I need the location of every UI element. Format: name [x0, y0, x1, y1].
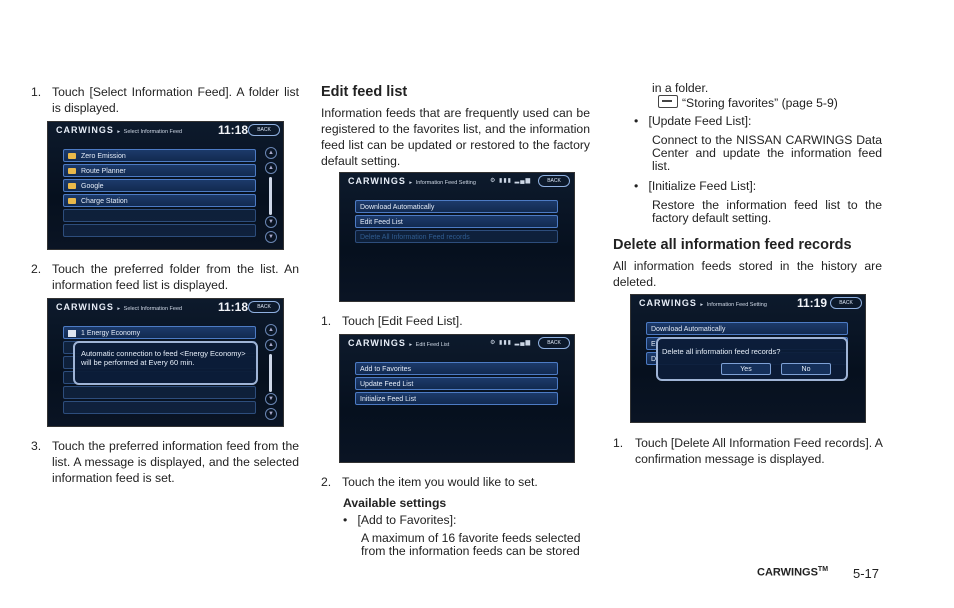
empty-row [63, 209, 256, 222]
footer-brand: CARWINGS™ [757, 566, 829, 579]
yes-button[interactable]: Yes [721, 363, 771, 375]
folder-icon [68, 183, 76, 189]
c2-step1 [321, 313, 590, 329]
carwings-logo: CARWINGS ▸ Edit Feed List [348, 338, 450, 348]
carwings-logo: CARWINGS ▸ Information Feed Setting [348, 176, 476, 186]
back-button[interactable]: BACK [538, 337, 570, 349]
scroll-up-button[interactable]: ▲ [265, 339, 277, 351]
step-text: Touch [Select Information Feed]. A folder list is displayed. [52, 85, 299, 115]
menu-download-automatically[interactable]: Download Automatically [355, 200, 558, 213]
scrollbar[interactable] [269, 354, 272, 392]
menu-edit-feed-list[interactable]: Edit Feed List [355, 215, 558, 228]
bullet-add-to-favorites: • [Add to Favorites]: [343, 513, 457, 527]
folder-item[interactable]: Route Planner [63, 164, 256, 177]
folder-icon [68, 153, 76, 159]
bullet-initialize-feed-list-text: Restore the information feed list to the factory default setting. [652, 198, 882, 225]
delete-confirmation-dialog [656, 337, 848, 381]
empty-row [63, 386, 256, 399]
screen-edit-feed-list [339, 334, 575, 463]
back-button[interactable]: BACK [830, 297, 862, 309]
bullet-initialize-feed-list: • [Initialize Feed List]: [634, 179, 757, 193]
bullet-add-to-favorites-text: A maximum of 16 favorite feeds selected from the information feeds can be stored [361, 531, 581, 558]
scroll-down-button[interactable]: ▼ [265, 216, 277, 228]
menu-delete-all-records[interactable]: D [646, 352, 848, 365]
clock: 11:19 [797, 296, 828, 310]
folder-item[interactable]: Charge Station [63, 194, 256, 207]
step-number: 1. [613, 436, 624, 450]
page-up-button[interactable]: ▲ [265, 324, 277, 336]
empty-row [63, 401, 256, 414]
delete-records-intro: All information feeds stored in the history are deleted. [613, 259, 882, 289]
screen-select-feed-dialog [47, 298, 284, 427]
clock: 11:18 [218, 123, 249, 137]
step-number: 1. [321, 314, 332, 328]
page-down-button[interactable]: ▼ [265, 408, 277, 420]
bullet-update-feed-list-text: Connect to the NISSAN CARWINGS Data Center and update the information feed list. [652, 133, 882, 173]
screen-information-feed-setting [339, 172, 575, 302]
no-button[interactable]: No [781, 363, 831, 375]
c3-step1 [613, 435, 888, 467]
empty-row [63, 224, 256, 237]
scroll-down-button[interactable]: ▼ [265, 393, 277, 405]
step-text: Touch [Delete All Information Feed records]. A confirmation message is displayed. [635, 436, 883, 466]
folder-item[interactable]: Zero Emission [63, 149, 256, 162]
reference-hand-icon [658, 95, 678, 108]
section-heading-edit-feed-list: Edit feed list [321, 84, 408, 100]
continued-text: in a folder. [652, 81, 709, 95]
folder-item[interactable]: Google [63, 179, 256, 192]
available-settings-heading: Available settings [343, 496, 447, 510]
step-text: Touch the preferred folder from the list. An information feed list is displayed. [52, 262, 299, 292]
cross-reference: “Storing favorites” (page 5-9) [658, 95, 838, 110]
scrollbar[interactable] [269, 177, 272, 215]
step-number: 3. [31, 439, 42, 453]
step-number: 2. [31, 262, 42, 276]
carwings-logo: CARWINGS ▸ Information Feed Setting [639, 298, 767, 308]
c1-step1 [31, 84, 299, 116]
menu-delete-all-records[interactable]: Delete All Information Feed records [355, 230, 558, 243]
back-button[interactable]: BACK [248, 124, 280, 136]
status-icons: ⚙ ▮▮▮ ▂▄▆ [490, 340, 532, 346]
menu-update-feed-list[interactable]: Update Feed List [355, 377, 558, 390]
folder-icon [68, 168, 76, 174]
confirmation-dialog: Automatic connection to feed <Energy Economy> will be performed at Every 60 min. [73, 341, 258, 385]
c2-step2 [321, 474, 590, 490]
section-heading-delete-records: Delete all information feed records [613, 237, 852, 253]
page-up-button[interactable]: ▲ [265, 147, 277, 159]
back-button[interactable]: BACK [538, 175, 570, 187]
back-button[interactable]: BACK [248, 301, 280, 313]
edit-feed-intro: Information feeds that are frequently used can be registered to the favorites list, and the information feed list can be updated or restored to the factory default setting. [321, 106, 590, 168]
carwings-logo: CARWINGS ▸ Select Information Feed [56, 302, 183, 312]
folder-icon [68, 198, 76, 204]
screen-delete-confirmation [630, 294, 866, 423]
menu-initialize-feed-list[interactable]: Initialize Feed List [355, 392, 558, 405]
page-number: 5-17 [853, 566, 880, 581]
status-icons: ⚙ ▮▮▮ ▂▄▆ [490, 178, 532, 184]
menu-download-automatically[interactable]: Download Automatically [646, 322, 848, 335]
dialog-message: Delete all information feed records? [662, 347, 781, 356]
clock: 11:18 [218, 300, 249, 314]
step-text: Touch the item you would like to set. [342, 475, 538, 489]
page-down-button[interactable]: ▼ [265, 231, 277, 243]
bullet-update-feed-list: • [Update Feed List]: [634, 114, 752, 128]
step-number: 2. [321, 475, 332, 489]
carwings-logo: CARWINGS ▸ Select Information Feed [56, 125, 183, 135]
step-text: Touch [Edit Feed List]. [342, 314, 463, 328]
feed-icon [68, 330, 76, 337]
menu-edit-feed-list[interactable]: E [646, 337, 848, 350]
c1-step3 [31, 438, 299, 486]
c1-step2 [31, 261, 299, 293]
step-number: 1. [31, 85, 42, 99]
menu-add-to-favorites[interactable]: Add to Favorites [355, 362, 558, 375]
scroll-up-button[interactable]: ▲ [265, 162, 277, 174]
screen-select-feed-folders [47, 121, 284, 250]
feed-item[interactable]: 1 Energy Economy [63, 326, 256, 339]
step-text: Touch the preferred information feed from the list. A message is displayed, and the selected information feed is set. [52, 439, 299, 485]
